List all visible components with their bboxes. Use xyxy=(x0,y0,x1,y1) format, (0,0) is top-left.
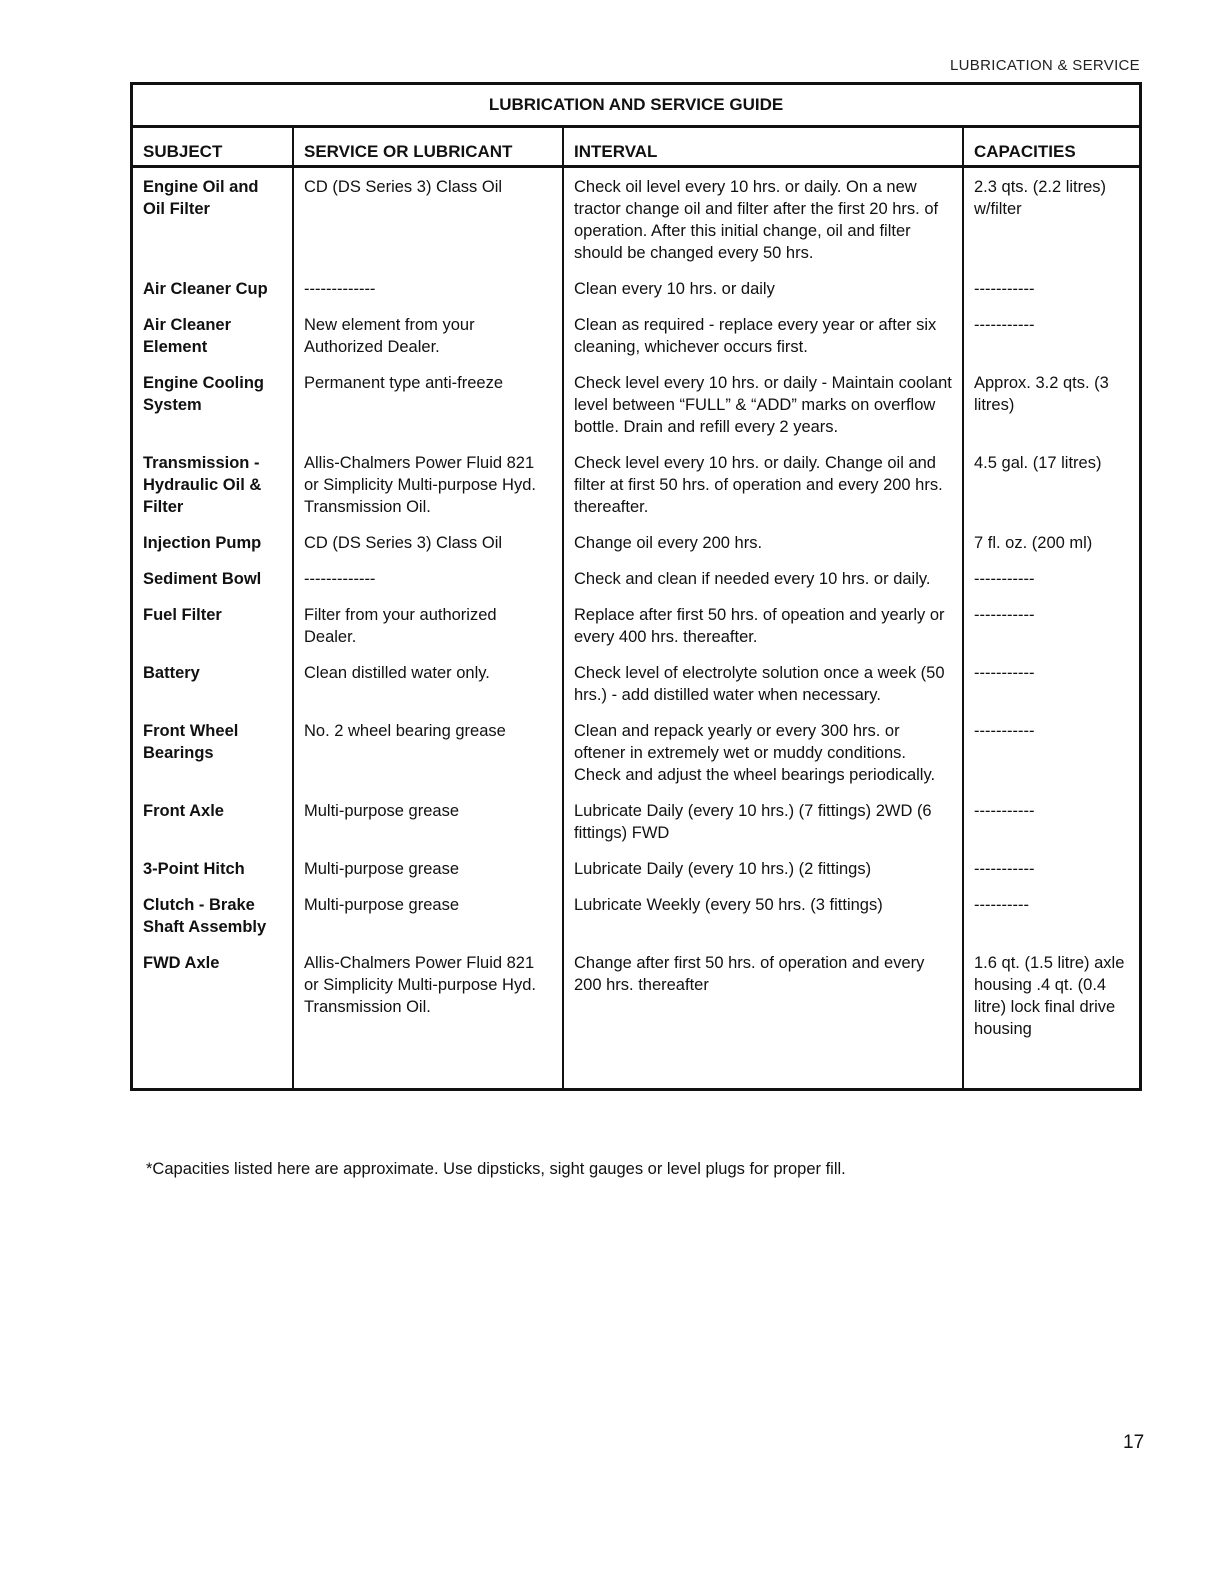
table-row xyxy=(133,948,1139,1088)
table-row xyxy=(133,564,1139,600)
capacity-cell: ----------- xyxy=(963,564,1139,600)
table-row xyxy=(133,600,1139,658)
service-cell: Clean distilled water only. xyxy=(293,658,563,716)
subject-cell: Battery xyxy=(143,664,200,682)
interval-cell: Replace after first 50 hrs. of opeation and yearly or every 400 hrs. thereafter. xyxy=(563,600,963,658)
column-header-capacities: CAPACITIES xyxy=(963,128,1139,167)
lubrication-service-guide-table xyxy=(130,82,1142,1091)
capacity-cell: ----------- xyxy=(963,854,1139,890)
table-row xyxy=(133,167,1139,275)
table-row xyxy=(133,368,1139,448)
interval-cell: Lubricate Daily (every 10 hrs.) (2 fittings) xyxy=(563,854,963,890)
table-row xyxy=(133,796,1139,854)
service-cell: No. 2 wheel bearing grease xyxy=(293,716,563,796)
capacity-cell: ----------- xyxy=(963,310,1139,368)
capacity-cell: 2.3 qts. (2.2 litres) w/filter xyxy=(963,167,1139,275)
subject-cell: Air Cleaner Element xyxy=(143,316,232,356)
interval-cell: Check level every 10 hrs. or daily. Change oil and filter at first 50 hrs. of operation and every 200 hrs. thereafter. xyxy=(563,448,963,528)
guide-title: LUBRICATION AND SERVICE GUIDE xyxy=(133,85,1139,128)
subject-cell: Sediment Bowl xyxy=(143,570,262,588)
capacity-cell: ----------- xyxy=(963,796,1139,854)
subject-cell: 3-Point Hitch xyxy=(143,860,245,878)
table-row xyxy=(133,854,1139,890)
guide-table xyxy=(133,128,1139,1088)
subject-cell: Injection Pump xyxy=(143,534,262,552)
service-cell: Multi-purpose grease xyxy=(293,854,563,890)
service-cell: CD (DS Series 3) Class Oil xyxy=(293,528,563,564)
section-header: LUBRICATION & SERVICE xyxy=(950,57,1140,74)
subject-cell: Clutch - Brake Shaft Assembly xyxy=(143,896,267,936)
subject-cell: Fuel Filter xyxy=(143,606,222,624)
service-cell: Multi-purpose grease xyxy=(293,796,563,854)
table-row xyxy=(133,274,1139,310)
column-header-service: SERVICE OR LUBRICANT xyxy=(293,128,563,167)
table-row xyxy=(133,310,1139,368)
interval-cell: Check and clean if needed every 10 hrs. or daily. xyxy=(563,564,963,600)
table-row xyxy=(133,658,1139,716)
header-row xyxy=(133,128,1139,167)
subject-cell: FWD Axle xyxy=(143,954,220,972)
interval-cell: Change oil every 200 hrs. xyxy=(563,528,963,564)
service-cell: Allis-Chalmers Power Fluid 821 or Simplicity Multi-purpose Hyd. Transmission Oil. xyxy=(293,948,563,1088)
interval-cell: Check oil level every 10 hrs. or daily. On a new tractor change oil and filter after the first 20 hrs. of operation. After this initial change, oil and filter should be changed every 50 hrs. xyxy=(563,167,963,275)
interval-cell: Lubricate Daily (every 10 hrs.) (7 fittings) 2WD (6 fittings) FWD xyxy=(563,796,963,854)
interval-cell: Check level of electrolyte solution once a week (50 hrs.) - add distilled water when necessary. xyxy=(563,658,963,716)
capacity-cell: 7 fl. oz. (200 ml) xyxy=(963,528,1139,564)
subject-cell: Air Cleaner Cup xyxy=(143,280,268,298)
subject-cell: Engine Cooling System xyxy=(143,374,264,414)
service-cell: Permanent type anti-freeze xyxy=(293,368,563,448)
interval-cell: Change after first 50 hrs. of operation and every 200 hrs. thereafter xyxy=(563,948,963,1088)
service-cell: New element from your Authorized Dealer. xyxy=(293,310,563,368)
table-row xyxy=(133,890,1139,948)
subject-cell: Front Axle xyxy=(143,802,224,820)
page-number: 17 xyxy=(1123,1432,1145,1453)
table-row xyxy=(133,448,1139,528)
table-row xyxy=(133,528,1139,564)
service-cell: Multi-purpose grease xyxy=(293,890,563,948)
subject-cell: Engine Oil and Oil Filter xyxy=(143,178,259,218)
capacity-cell: ---------- xyxy=(963,890,1139,948)
service-cell: ------------- xyxy=(293,274,563,310)
capacity-cell: ----------- xyxy=(963,658,1139,716)
interval-cell: Check level every 10 hrs. or daily - Maintain coolant level between “FULL” & “ADD” marks on overflow bottle. Drain and refill every 2 years. xyxy=(563,368,963,448)
capacity-cell: ----------- xyxy=(963,600,1139,658)
interval-cell: Lubricate Weekly (every 50 hrs. (3 fittings) xyxy=(563,890,963,948)
capacity-cell: ----------- xyxy=(963,274,1139,310)
column-header-interval: INTERVAL xyxy=(563,128,963,167)
interval-cell: Clean and repack yearly or every 300 hrs. or oftener in extremely wet or muddy conditions. Check and adjust the wheel bearings periodically. xyxy=(563,716,963,796)
interval-cell: Clean as required - replace every year or after six cleaning, whichever occurs first. xyxy=(563,310,963,368)
service-cell: Allis-Chalmers Power Fluid 821 or Simplicity Multi-purpose Hyd. Transmission Oil. xyxy=(293,448,563,528)
subject-cell: Transmission - Hydraulic Oil & Filter xyxy=(143,454,262,516)
subject-cell: Front Wheel Bearings xyxy=(143,722,239,762)
table-row xyxy=(133,716,1139,796)
service-cell: CD (DS Series 3) Class Oil xyxy=(293,167,563,275)
interval-cell: Clean every 10 hrs. or daily xyxy=(563,274,963,310)
capacity-cell: 1.6 qt. (1.5 litre) axle housing .4 qt. (0.4 litre) lock final drive housing xyxy=(963,948,1139,1088)
column-header-subject: SUBJECT xyxy=(133,128,293,167)
capacity-cell: Approx. 3.2 qts. (3 litres) xyxy=(963,368,1139,448)
capacity-cell: 4.5 gal. (17 litres) xyxy=(963,448,1139,528)
service-cell: Filter from your authorized Dealer. xyxy=(293,600,563,658)
service-cell: ------------- xyxy=(293,564,563,600)
capacities-footnote: *Capacities listed here are approximate. Use dipsticks, sight gauges or level plugs for proper fill. xyxy=(146,1160,846,1178)
capacity-cell: ----------- xyxy=(963,716,1139,796)
